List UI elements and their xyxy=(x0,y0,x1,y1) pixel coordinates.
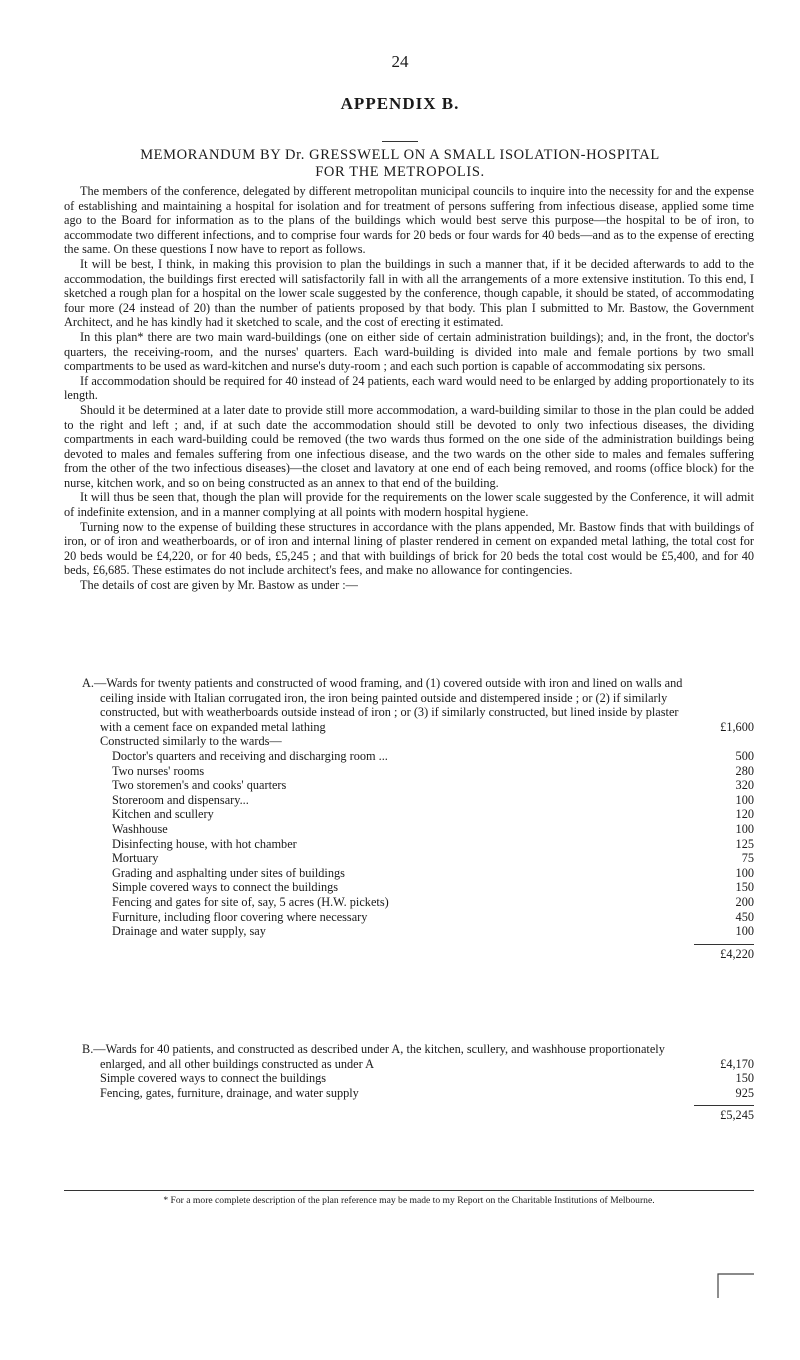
title-rule xyxy=(382,141,418,142)
table-row xyxy=(64,764,754,779)
item-amount: 150 xyxy=(735,1071,754,1086)
page-number: 24 xyxy=(391,52,409,71)
item-label: Fencing and gates for site of, say, 5 acres (H.W. pickets) xyxy=(112,894,389,909)
memo-title-line-2: FOR THE METROPOLIS. xyxy=(315,164,485,180)
table-row xyxy=(64,866,754,881)
item-amount: 280 xyxy=(735,763,754,778)
item-amount: 150 xyxy=(735,880,754,895)
item-label: Doctor's quarters and receiving and discharging room ... xyxy=(112,748,388,763)
section-a-heading: A.—Wards for twenty patients and constructed of wood framing, and (1) covered outside with iron and lined on walls and ceiling inside with Italian corrugated iron, the iron being painted outside and distempered inside ; or (2) if similarly constructed, but with weatherboards outside instead of iron ; or (3) if similarly constructed, but lined inside by plaster with a cement face on expanded metal lathing xyxy=(82,676,683,734)
table-row xyxy=(64,1071,754,1086)
item-amount: 320 xyxy=(735,778,754,793)
item-label: Storeroom and dispensary... xyxy=(112,792,249,807)
section-b-total: £5,245 xyxy=(720,1108,754,1123)
appendix-title: APPENDIX B. xyxy=(340,94,460,113)
section-a-heading-amount: £1,600 xyxy=(720,719,754,734)
item-label: Disinfecting house, with hot chamber xyxy=(112,836,297,851)
section-b-heading-row xyxy=(64,1042,754,1071)
item-amount: 100 xyxy=(735,792,754,807)
table-row xyxy=(64,837,754,852)
table-row xyxy=(64,793,754,808)
table-row xyxy=(64,807,754,822)
item-label: Furniture, including floor covering where necessary xyxy=(112,909,368,924)
item-amount: 450 xyxy=(735,909,754,924)
paragraph: If accommodation should be required for 40 instead of 24 patients, each ward would need to be enlarged by adding proportionately to its length. xyxy=(64,373,754,403)
table-row xyxy=(64,851,754,866)
paragraph: Turning now to the expense of building these structures in accordance with the plans appended, Mr. Bastow finds that with buildings of iron, or of iron and weatherboards, or of iron and internal lining of plaster rendered in cement on expanded metal lathing, the total cost for 20 beds would be £4,220, or for 40 beds, £5,245 ; and that with buildings of brick for 20 beds the total cost would be £5,400, and for 40 beds, £6,685. These estimates do not include architect's fees, and make no allowance for contingencies. xyxy=(64,519,754,578)
footnote: * For a more complete description of the plan reference may be made to my Report on the Charitable Institutions of Melbourne. xyxy=(64,1190,754,1206)
table-row xyxy=(64,880,754,895)
paragraph: It will be best, I think, in making this provision to plan the buildings in such a manner that, if it be decided afterwards to add to the accommodation, the buildings first erected will satisfactorily fall in with all the arrangements of a more extensive institution. To this end, I sketched a rough plan for a hospital on the lower scale suggested by the conference, though capable, it should be stated, of accommodating four more (24 instead of 20) than the number of patients proposed by that body. This plan I submitted to Mr. Bastow, the Government Architect, and he has kindly had it sketched to scale, and the cost of erecting it estimated. xyxy=(64,256,754,330)
section-a-subheading: Constructed similarly to the wards— xyxy=(100,734,282,749)
section-a-subheading-row xyxy=(64,734,754,749)
item-label: Two nurses' rooms xyxy=(112,763,205,778)
paragraph: In this plan* there are two main ward-buildings (one on either side of certain administration buildings); and, in the front, the doctor's quarters, the receiving-room, and the nurses' quarters. Each ward-building is divided into male and female portions by two small compartments to be used as ward-kitchen and nurse's duty-room ; and each such portion is capable of accommodating six persons. xyxy=(64,329,754,374)
section-a-heading-row xyxy=(64,676,754,734)
item-label: Simple covered ways to connect the buildings xyxy=(100,1071,327,1086)
item-amount: 100 xyxy=(735,865,754,880)
cost-table-a xyxy=(64,676,754,961)
table-row xyxy=(64,910,754,925)
paragraph: Should it be determined at a later date to provide still more accommodation, a ward-building similar to those in the plan could be added to the right and left ; and, if at such date the accommodation should still be devoted to only two infectious diseases, the dividing compartments in each ward-building could be removed (the two wards thus formed on the one side of the administration buildings being devoted to males and females suffering from one infectious disease, and the two wards on the other side to males and females suffering from the other of the two infectious diseases)—the closet and lavatory at one end of each being removed, and rooms (office block) for the nurse, kitchen work, and so on being constructed as an annex to that end of the building. xyxy=(64,402,754,490)
item-amount: 75 xyxy=(741,851,754,866)
cost-table-b xyxy=(64,1042,754,1123)
item-label: Kitchen and scullery xyxy=(112,807,214,822)
item-label: Washhouse xyxy=(112,821,168,836)
page-edge-mark xyxy=(716,1270,756,1300)
item-amount: 100 xyxy=(735,924,754,939)
item-label: Two storemen's and cooks' quarters xyxy=(112,778,287,793)
table-row xyxy=(64,778,754,793)
item-amount: 125 xyxy=(735,836,754,851)
table-row xyxy=(64,924,754,939)
item-amount: 500 xyxy=(735,748,754,763)
section-a-total: £4,220 xyxy=(720,946,754,961)
item-amount: 925 xyxy=(735,1085,754,1100)
memo-body xyxy=(64,184,754,593)
section-b-heading-amount: £4,170 xyxy=(720,1056,754,1071)
item-label: Fencing, gates, furniture, drainage, and water supply xyxy=(100,1085,359,1100)
item-amount: 200 xyxy=(735,894,754,909)
item-amount: 120 xyxy=(735,807,754,822)
table-row xyxy=(64,749,754,764)
paragraph: The members of the conference, delegated by different metropolitan municipal councils to inquire into the necessity for and the expense of establishing and maintaining a hospital for isolation and for treatment of persons suffering from infectious disease, applied some time ago to the Board for information as to the plans of the buildings which would best serve this purpose—the hospital to be of iron, to accommodate two different infections, and to comprise four wards for 20 beds or four wards for 40 beds—and as to the expense of erecting the same. On these questions I now have to report as follows. xyxy=(64,184,754,257)
item-label: Simple covered ways to connect the buildings xyxy=(112,880,339,895)
memo-title xyxy=(0,147,800,181)
item-amount: 100 xyxy=(735,821,754,836)
memo-title-line-1: MEMORANDUM BY Dr. GRESSWELL ON A SMALL ISOLATION-HOSPITAL xyxy=(140,147,660,163)
item-label: Mortuary xyxy=(112,851,159,866)
item-label: Drainage and water supply, say xyxy=(112,924,266,939)
table-row xyxy=(64,822,754,837)
section-b-heading: B.—Wards for 40 patients, and constructed as described under A, the kitchen, scullery, and washhouse proportionately enlarged, and all other buildings constructed as under A xyxy=(82,1042,665,1071)
paragraph: It will thus be seen that, though the plan will provide for the requirements on the lower scale suggested by the Conference, it will admit of indefinite extension, and in a manner complying at all points with modern hospital hygiene. xyxy=(64,490,754,520)
item-label: Grading and asphalting under sites of buildings xyxy=(112,865,345,880)
table-row xyxy=(64,1086,754,1101)
paragraph: The details of cost are given by Mr. Bastow as under :— xyxy=(80,578,358,593)
table-row xyxy=(64,895,754,910)
